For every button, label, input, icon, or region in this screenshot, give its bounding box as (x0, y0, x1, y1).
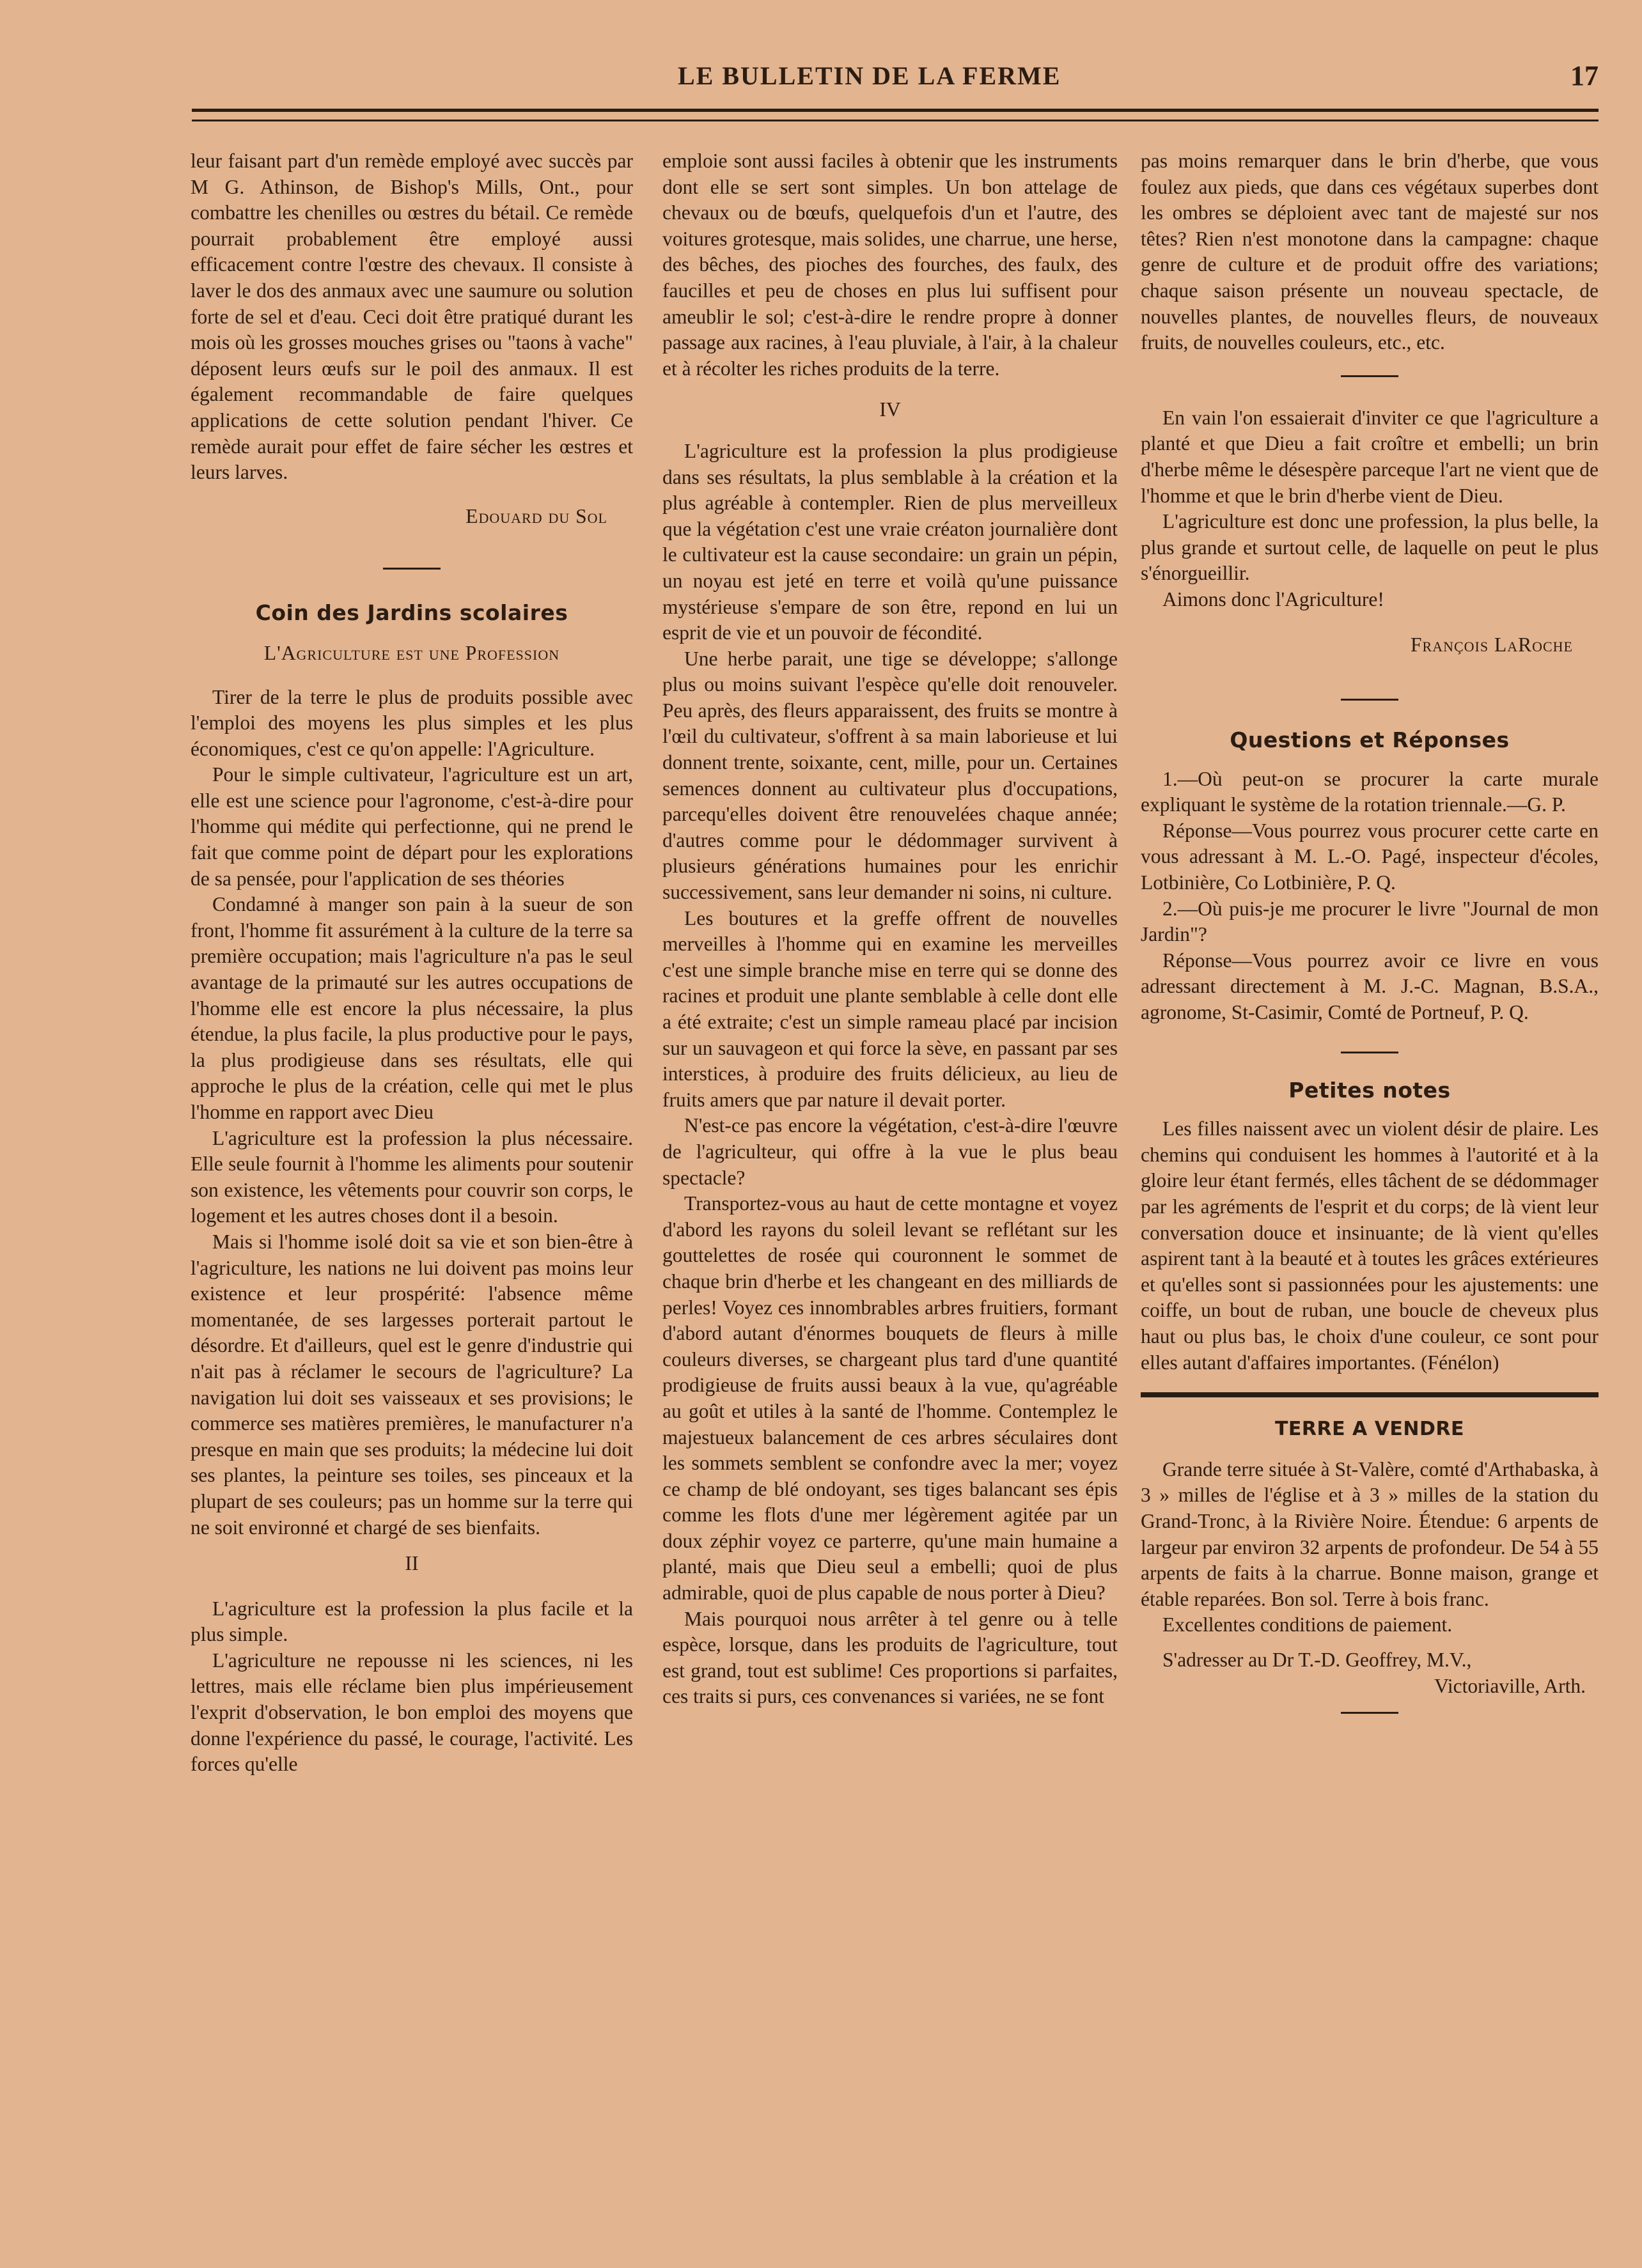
ad-contact: S'adresser au Dr T.-D. Geoffrey, M.V., (1162, 1648, 1472, 1671)
signature-francois: François LaRoche (1411, 633, 1573, 656)
article-paragraph: Mais si l'homme isolé doit sa vie et son bien-être à l'agriculture, les nations ne lui doivent pas moins leur existence et leur prospérité: l'absence même momentanée, de ses largesses porterait partout le désordre. Et d'ailleurs, quel est le genre d'industrie qui n'ait pas à réclamer le secours de l'agriculture? La navigation lui doit ses vaisseaux et ses provisions; le commerce ses matières premières, le manufacturer n'a presque en main que ses produits; la médecine lui doit ses plantes, la peinture ses toiles, ses pinceaux et la plupart de ses couleurs; pas un homme sur la terre qui ne soit environné et chargé de ses bienfaits. (191, 1230, 633, 1539)
section-heading-notes: Petites notes (1288, 1077, 1451, 1103)
article-title: L'Agriculture est une Profession (263, 641, 560, 664)
article-paragraph: Tirer de la terre le plus de produits possible avec l'emploi des moyens les plus simples et les plus économiques, c'est ce qu'on appelle: l'Agriculture. (191, 685, 633, 760)
signature-edouard: Edouard du Sol (465, 504, 607, 527)
column-2 (662, 148, 1118, 1710)
article-paragraph: N'est-ce pas encore la végétation, c'est-à-dire l'œuvre de l'agriculteur, qui offre à la vue le plus beau spectacle? (662, 1114, 1118, 1189)
publication-title: LE BULLETIN DE LA FERME (678, 61, 1061, 90)
article-paragraph: L'agriculture est la profession la plus nécessaire. Elle seule fournit à l'homme les aliments pour soutenir son existence, les vêtements pour couvrir son corps, le logement et les autres choses dont il a besoin. (191, 1126, 633, 1227)
article-paragraph: Une herbe parait, une tige se développe; s'allonge plus ou moins suivant l'espèce qu'elle doit renouveler. Peu après, des fleurs apparaissent, des fruits se montre à l'œil du cultivateur, s'offrent à sa main laborieuse et lui donnent trente, soixante, cent, mille, pour un. Certaines semences donnent au cultivateur plus d'occupations, parcequ'elles doivent être renouvelées chaque année; d'autres comme pour le dédommager survivent à plusieurs générations humaines pour les enrichir successivement, sans leur demander ni soins, ni culture. (662, 647, 1118, 904)
ad-place: Victoriaville, Arth. (1434, 1674, 1586, 1697)
article-paragraph: Transportez-vous au haut de cette montagne et voyez d'abord les rayons du soleil levant se reflétant sur les gouttelettes de rosée qui couronnent le sommet de chaque brin d'herbe et les changeant en des milliards de perles! Voyez ces innombrables arbres fruitiers, formant d'abord autant d'énormes bouquets de fleurs à mille couleurs diverses, se chargeant plus tard d'une quantité prodigieuse de fruits aussi beaux à la vue, qu'agréable au goût et utiles à la santé de l'homme. Contemplez le majestueux balancement de ces arbres séculaires dont les sommets semblent se confondre avec la mer; voyez ce champ de blé ondoyant, ses tiges balancant ses épis comme les flots d'une mer légèrement agitée par un doux zéphir voyez ce parterre, qu'une main humaine a planté, mais que Dieu seul a embelli; quoi de plus admirable, quoi de plus capable de nous porter à Dieu? (662, 1192, 1118, 1604)
section-number-ii: II (405, 1552, 419, 1575)
ad-conditions: Excellentes conditions de paiement. (1162, 1613, 1453, 1636)
section-heading-questions: Questions et Réponses (1230, 727, 1510, 753)
notes-paragraph: Les filles naissent avec un violent désir de plaire. Les chemins qui conduisent les hommes à l'autorité et à la gloire leur étant fermés, elles tâchent de se dédommager par les agréments de l'esprit et du corps; de là vient leur conversation douce et insinuante; de là vient qu'elles aspirent tant à la beauté et à toutes les grâces extérieures et qu'elles sont si passionnées pour les ajustements: une coiffe, un bout de ruban, une boucle de cheveux plus haut ou plus bas, le choix d'une couleur, ce sont pour elles autant d'affaires importantes. (Fénélon) (1141, 1117, 1599, 1374)
page-number: 17 (1570, 60, 1599, 91)
question-item: 2.—Où puis-je me procurer le livre "Journal de mon Jardin"? (1141, 897, 1599, 946)
section-heading-jardins: Coin des Jardins scolaires (255, 600, 568, 626)
answer-item: Réponse—Vous pourrez vous procurer cette carte en vous adressant à M. L.-O. Pagé, inspecteur d'écoles, Lotbinière, Co Lotbinière, P. Q. (1141, 819, 1599, 894)
section-rule (1141, 1392, 1599, 1397)
answer-item: Réponse—Vous pourrez avoir ce livre en vous adressant directement à M. J.-C. Magnan, B.S.A., agronome, St-Casimir, Comté de Portneuf, P. Q. (1141, 949, 1599, 1024)
article-paragraph: L'agriculture ne repousse ni les sciences, ni les lettres, mais elle réclame bien plus impérieusement l'exprit d'observation, le bon emploi des moyens que donne l'expérience du passé, le courage, l'activité. Les forces qu'elle (191, 1649, 633, 1776)
article-paragraph: Mais pourquoi nous arrêter à tel genre ou à telle espèce, lorsque, dans les produits de l'agriculture, tout est grand, tout est sublime! Ces proportions si parfaites, ces traits si purs, ces convenances si variées, ne se font (662, 1607, 1118, 1708)
ad-heading: TERRE A VENDRE (1274, 1418, 1465, 1441)
column-3 (1141, 148, 1599, 1714)
article-paragraph: En vain l'on essaierait d'inviter ce que l'agriculture a planté et que Dieu a fait croître et embelli; un brin d'herbe même le désespère parceque l'art ne vient que de l'homme et que le brin d'herbe vient de Dieu. (1141, 406, 1599, 507)
article-paragraph: pas moins remarquer dans le brin d'herbe, que vous foulez aux pieds, que dans ces végétaux superbes dont les ombres se déploient avec tant de majesté sur nos têtes? Rien n'est monotone dans la campagne: chaque genre de culture et de produit offre des variations; chaque saison présente un nouveau spectacle, de nouvelles plantes, de nouvelles fleurs, de nouveaux fruits, de nouvelles couleurs, etc., etc. (1141, 150, 1599, 354)
article-paragraph: emploie sont aussi faciles à obtenir que les instruments dont elle se sert sont simples. Un bon attelage de chevaux ou de bœufs, quelquefois d'un et l'autre, des voitures grotesque, mais solides, une charrue, une herse, des bêches, des pioches des fourches, des faulx, des faucilles et peu de choses en plus lui suffisent pour ameublir le sol; c'est-à-dire le rendre propre à donner passage aux racines, à l'eau pluviale, à l'air, à la chaleur et à récolter les riches produits de la terre. (662, 150, 1118, 380)
header-rule (192, 109, 1599, 121)
section-number-iv: IV (879, 398, 901, 421)
ad-body: Grande terre située à St-Valère, comté d'Arthabaska, à 3 » milles de l'église et à 3 » milles de la station du Grand-Tronc, à la Rivière Noire. Étendue: 6 arpents de largeur par environ 32 arpents de profondeur. De 54 à 55 arpents de faits à la charrue. Bonne maison, grange et étable reparées. Bon sol. Terre à bois franc. (1141, 1457, 1599, 1610)
remedy-paragraph: leur faisant part d'un remède employé avec succès par M G. Athinson, de Bishop's Mills, Ont., pour combattre les chenilles ou œstres du bétail. Ce remède pourrait probablement être employé aussi efficacement contre l'œstre des chevaux. Il consiste à laver le dos des anmaux avec une saumure ou solution forte de sel et d'eau. Ceci doit être pratiqué durant les mois où les grosses mouches grises ou "taons à vache" déposent leurs œufs sur le poil des anmaux. Il est également recommandable de faire quelques applications de cette solution pendant l'hiver. Ce remède aurait pour effet de faire sécher les œstres et leurs larves. (191, 150, 633, 484)
article-paragraph: Aimons donc l'Agriculture! (1162, 587, 1384, 610)
article-paragraph: L'agriculture est la profession la plus prodigieuse dans ses résultats, la plus semblable à la création et la plus agréable à contempler. Rien de plus merveilleux que la végétation c'est une vraie créaton journalière dont le cultivateur est la cause secondaire: un grain un pépin, un noyau est jeté en terre et voilà qu'une puissance mystérieuse s'empare de son être, repond en lui un esprit de vie et un pouvoir de fécondité. (662, 439, 1118, 644)
article-paragraph: Les boutures et la greffe offrent de nouvelles merveilles à l'homme qui en examine les merveilles c'est une simple branche mise en terre qui se donne des racines et produit une plante semblable à celle dont elle a été extraite; c'est un simple rameau placé par incision sur un sauvageon et qui force la sève, en passant par ses interstices, à produire des fruits délicieux, au lieu de fruits amers que par nature il devait porter. (662, 906, 1118, 1111)
article-paragraph: L'agriculture est la profession la plus facile et la plus simple. (191, 1597, 633, 1646)
article-paragraph: Condamné à manger son pain à la sueur de son front, l'homme fit assurément à la culture de la terre sa première occupation; mais l'agriculture n'a pas le seul avantage de la primauté sur les autres occupations de l'homme elle est encore la plus nécessaire, la plus étendue, la plus facile, la plus productive pour le pays, la plus prodigieuse dans ses résultats, elle qui approche le plus de la création, celle qui met le plus l'homme en rapport avec Dieu (191, 893, 633, 1123)
divider (1341, 1712, 1398, 1714)
article-paragraph: Pour le simple cultivateur, l'agriculture est un art, elle est une science pour l'agronome, c'est-à-dire pour l'homme qui médite qui perfectionne, qui ne prend le fait que comme point de départ pour les explorations de sa pensée, pour l'application de ses théories (191, 763, 633, 890)
page-header (192, 61, 1599, 105)
column-1 (191, 148, 633, 1778)
question-item: 1.—Où peut-on se procurer la carte murale expliquant le système de la rotation triennale.—G. P. (1141, 767, 1599, 816)
article-paragraph: L'agriculture est donc une profession, la plus belle, la plus grande et surtout celle, de laquelle on peut le plus s'énorgueillir. (1141, 510, 1599, 585)
